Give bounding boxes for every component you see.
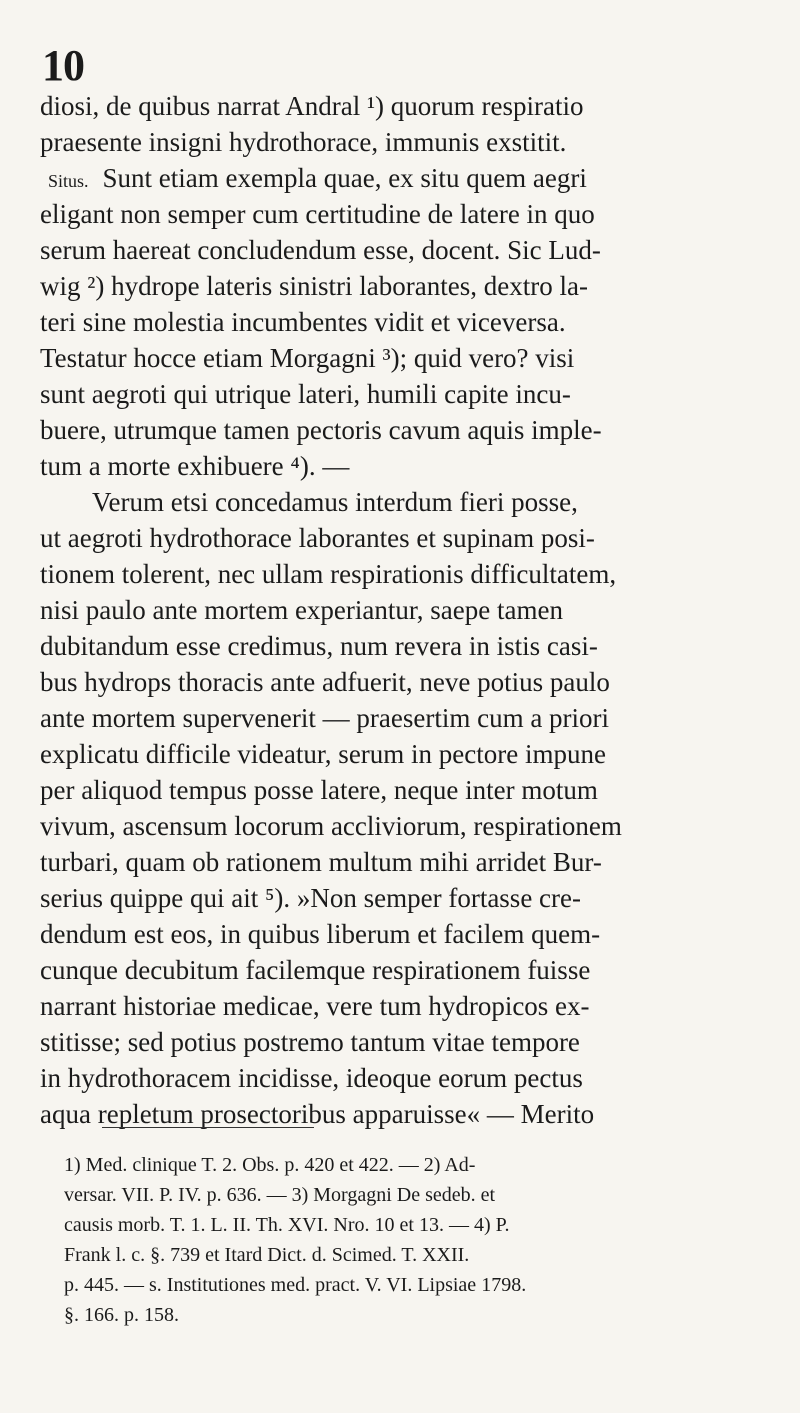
text-line: praesente insigni hydrothorace, immunis exstitit.	[40, 127, 567, 157]
text-line: tum a morte exhibuere ⁴). —	[40, 451, 350, 481]
text-line: vivum, ascensum locorum accliviorum, respirationem	[40, 811, 622, 841]
footnote-line: Frank l. c. §. 739 et Itard Dict. d. Scimed. T. XXII.	[64, 1244, 470, 1266]
footnote-line: p. 445. — s. Institutiones med. pract. V. VI. Lipsiae 1798.	[64, 1274, 527, 1296]
text-line: bus hydrops thoracis ante adfuerit, neve potius paulo	[40, 667, 610, 697]
text-line: dubitandum esse credimus, num revera in istis casi-	[40, 631, 598, 661]
margin-note: Situs.	[48, 171, 89, 191]
text-line: Testatur hocce etiam Morgagni ³); quid vero? visi	[40, 343, 575, 373]
text-line: cunque decubitum facilemque respirationem fuisse	[40, 955, 591, 985]
text-line: narrant historiae medicae, vere tum hydropicos ex-	[40, 991, 590, 1021]
footnote-divider	[102, 1127, 314, 1128]
page-number: 10	[42, 41, 84, 90]
text-line: teri sine molestia incumbentes vidit et viceversa.	[40, 307, 566, 337]
text-line: dendum est eos, in quibus liberum et facilem quem-	[40, 919, 601, 949]
footnote-line: 1) Med. clinique T. 2. Obs. p. 420 et 422. — 2) Ad-	[64, 1154, 476, 1176]
text-line: explicatu difficile videatur, serum in pectore impune	[40, 739, 606, 769]
text-line: serius quippe qui ait ⁵). »Non semper fortasse cre-	[40, 883, 582, 913]
text-line: diosi, de quibus narrat Andral ¹) quorum respiratio	[40, 91, 584, 121]
footnote-line: causis morb. T. 1. L. II. Th. XVI. Nro. 10 et 13. — 4) P.	[64, 1214, 510, 1236]
text-line: ut aegroti hydrothorace laborantes et supinam posi-	[40, 523, 595, 553]
text-line: nisi paulo ante mortem experiantur, saepe tamen	[40, 595, 563, 625]
text-line: Verum etsi concedamus interdum fieri posse,	[92, 487, 578, 517]
body-text	[40, 88, 760, 1132]
text-line: in hydrothoracem incidisse, ideoque eorum pectus	[40, 1063, 583, 1093]
footnote-line: §. 166. p. 158.	[64, 1304, 179, 1326]
text-line: wig ²) hydrope lateris sinistri laborantes, dextro la-	[40, 271, 588, 301]
footnote-line: versar. VII. P. IV. p. 636. — 3) Morgagni De sedeb. et	[64, 1184, 496, 1206]
text-line: eligant non semper cum certitudine de latere in quo	[40, 199, 595, 229]
text-line: per aliquod tempus posse latere, neque inter motum	[40, 775, 598, 805]
text-line: turbari, quam ob rationem multum mihi arridet Bur-	[40, 847, 602, 877]
text-line: Situs. Sunt etiam exempla quae, ex situ quem aegri	[40, 160, 760, 196]
text-line: stitisse; sed potius postremo tantum vitae tempore	[40, 1027, 580, 1057]
text-line: sunt aegroti qui utrique lateri, humili capite incu-	[40, 379, 571, 409]
text-line: tionem tolerent, nec ullam respirationis difficultatem,	[40, 559, 617, 589]
footnotes	[64, 1150, 758, 1330]
text-line: ante mortem supervenerit — praesertim cum a priori	[40, 703, 610, 733]
text-line: serum haereat concludendum esse, docent. Sic Lud-	[40, 235, 601, 265]
text-line: aqua repletum prosectoribus apparuisse« — Merito	[40, 1099, 595, 1129]
text-line: buere, utrumque tamen pectoris cavum aquis imple-	[40, 415, 602, 445]
